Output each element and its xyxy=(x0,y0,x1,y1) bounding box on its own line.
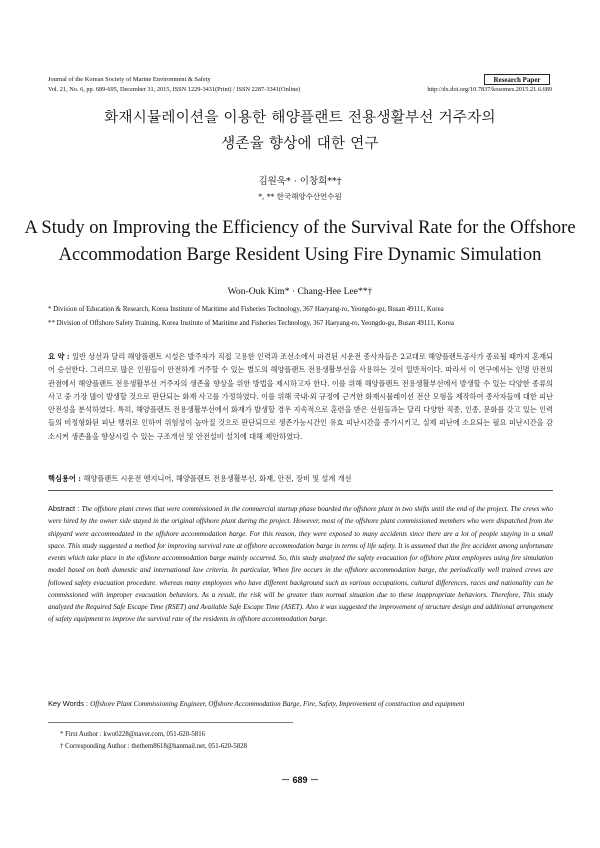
korean-title-line-2: 생존율 향상에 대한 연구 xyxy=(221,136,379,152)
page-number: － 689 － xyxy=(280,775,320,785)
korean-keywords-text: 해양플랜트 시운전 엔지니어, 해양플랜트 전용생활부선, 화재, 안전, 장비 및 설계 개선 xyxy=(83,474,352,483)
korean-abstract xyxy=(48,350,553,443)
korean-title-line-1: 화재시뮬레이션을 이용한 해양플랜트 전용생활부선 거주자의 xyxy=(104,110,496,126)
english-keywords-label: Key Words : xyxy=(48,699,91,708)
doi-link[interactable]: http://dx.doi.org/10.7837/kosomes.2015.21.6.689 xyxy=(427,86,552,93)
volume-info: Vol. 21, No. 6, pp. 689-695, December 31, 2015, ISSN 1229-3431(Print) / ISSN 2287-3341(Online) xyxy=(48,86,301,93)
english-title-line-2: Accommodation Barge Resident Using Fire Dynamic Simulation xyxy=(58,245,542,265)
affiliation-1: * Division of Education & Research, Korea Institute of Maritime and Fisheries Technology, 367 Haeyang-ro, Yeongdo-gu, Busan 49111, Korea xyxy=(48,306,444,313)
affiliation-2: ** Division of Offshore Safety Training, Korea Institute of Maritime and Fisheries Technology, 367 Haeyang-ro, Yeongdo-gu, Busan 49111, Korea xyxy=(48,320,454,327)
journal-name: Journal of the Korean Society of Marine Environment & Safety xyxy=(48,76,211,83)
section-divider-top xyxy=(48,490,553,491)
english-title-line-1: A Study on Improving the Efficiency of the Survival Rate for the Offshore xyxy=(24,218,576,238)
volume-line xyxy=(48,86,552,93)
korean-abstract-label: 요 약 : xyxy=(48,352,73,361)
korean-keywords-label: 핵심용어 : xyxy=(48,474,84,483)
english-keywords-text: Offshore Plant Commissioning Engineer, Offshore Accommodation Barge, Fire, Safety, Improvement of construction and equipment xyxy=(90,700,465,708)
english-abstract xyxy=(48,503,553,626)
korean-abstract-text: 일반 상선과 달리 해양플랜트 시설은 발주자가 직접 고용한 인력과 조선소에서 파견된 시운전 종사자들은 2교대로 해양플랜트공사가 종료될 때까지 혼재되어 승선한다. 그러므로 많은 인원들이 안전하게 거주할 수 있는 별도의 해양플랜트 전용생활부선을 사용하는 것이 일반적이다. 따라서 이 연구에서는 인명 안전의 관점에서 해양플랜트 전용생활부선 거주자의 생존율 향상을 위한 방법을 제시하고자 한다. 이를 위해 해양플랜트 전용생활부선에서 발생할 수 있는 다양한 종류의 사고 중 가장 많이 발생할 것으로 판단되는 화재 사고를 가정하였다. 이를 위해 국내·외 규정에 근거한 화재시뮬레이션 전산 모형을 제작하여 종사자들에 대한 피난 안전성을 분석하였다. 특히, 해양플랜트 전용생활부선에서 화재가 발생할 경우 지속적으로 훈련을 받은 선원들과는 달리 다양한 직종, 인종, 문화를 갖고 있는 인력들의 비정형화된 피난 행위로 인하여 위험성이 높아질 것으로 판단되므로 생존가능시간인 유효 피난시간을 증가시키고, 실제 피난에 소요되는 필요 피난시간을 감소시켜 생존율을 향상시킬 수 있는 구조개선 및 안전설비 설치에 대해 제안하였다. xyxy=(48,352,554,441)
footnote-divider xyxy=(48,722,293,723)
english-abstract-text: The offshore plant crews that were commissioned in the commercial startup phase boarded the offshore plant in two shifts until the end of the project. The crews who were hired by the owner side stayed in the original offshore plant during the project. However, most of the offshore plant commissioned members who were dispatched from the shipyard were accommodated in the offshore accommodation barge. For this reason, they were exposed to many accidents since there are a lot of people staying in a small space. This study suggested a method for improving survival rate at offshore accommodation barge in terms of life safety. It is assumed that the fire accident among unfortunate events which take place in the offshore accommodation barge mainly occurred. So, this study analyzed the safety evacuation for offshore plant employees using fire simulation model based on both domestic and international law criteria. In particular, When fire occurs in the offshore accommodation barge, the periodically well trained crews are followed safety evacuation procedure. whereas many employees who have different background such as various occupations, cultural differences, races and nationality can be commissioned with improper evacuation behaviors. As a result, the risk will be greater than normal situation due to these inappropriate behaviors. Therefore, This study analyzed the Required Safe Escape Time (RSET) and Available Safe Escape Time (ASET). Also it was suggested the improvement of structure design and additional arrangement of safety equipment to improve the survival rate of the residents in offshore accommodation barge. xyxy=(48,505,553,624)
research-paper-badge: Research Paper xyxy=(484,74,550,85)
korean-keywords xyxy=(48,474,553,484)
footnote-first-author: * First Author : kwo0228@naver.com, 051-620-5816 xyxy=(60,731,206,738)
english-authors: Won-Ouk Kim* · Chang-Hee Lee**† xyxy=(227,286,373,297)
korean-affiliation: *, ** 한국해양수산연수원 xyxy=(258,192,342,201)
footnote-corresponding-author: † Corresponding Author : thethem8618@hanmail.net, 051-620-5828 xyxy=(60,743,247,750)
english-abstract-label: Abstract : xyxy=(48,504,82,513)
english-keywords xyxy=(48,699,553,708)
korean-authors: 김원욱* · 이창희**† xyxy=(258,176,342,187)
